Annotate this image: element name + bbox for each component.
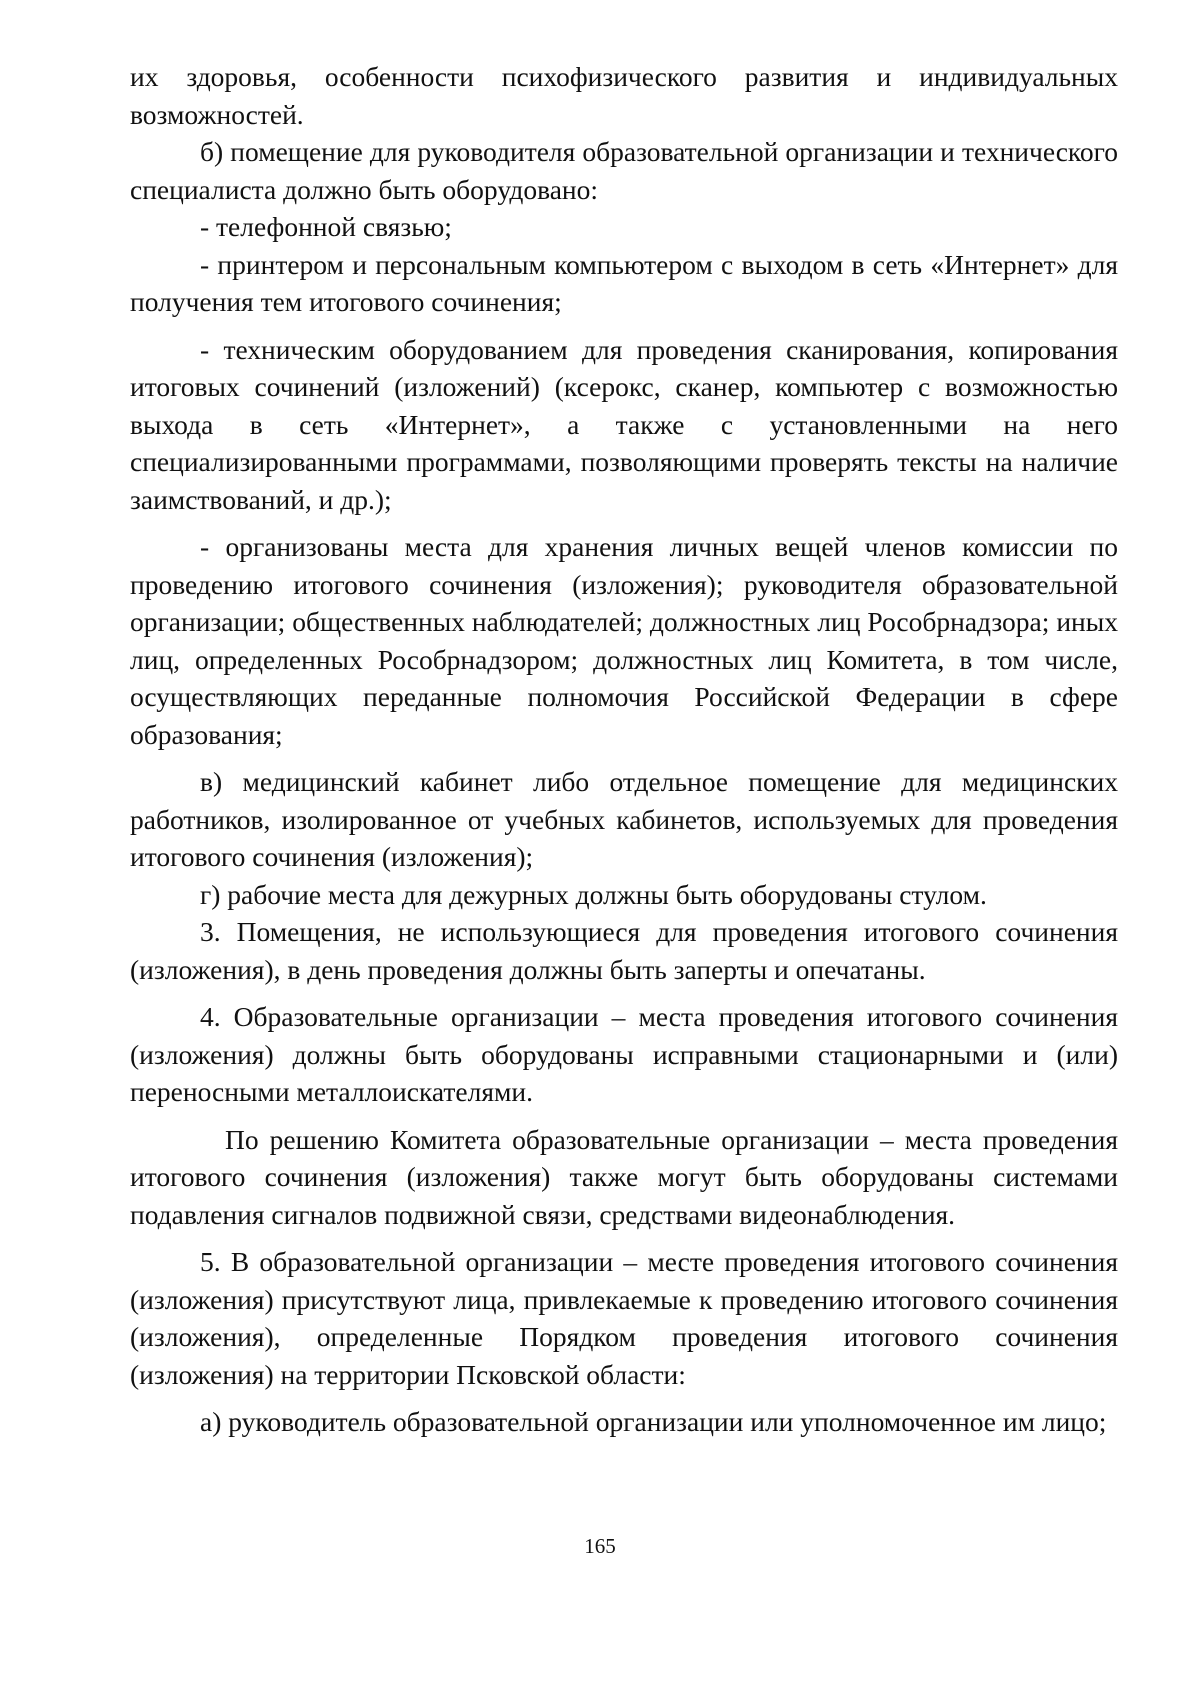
document-page: [130, 58, 1118, 1441]
page-number: 165: [584, 1534, 616, 1558]
paragraph-v-medical-room: в) медицинский кабинет либо отдельное помещение для медицинских работников, изолированное от учебных кабинетов, используемых для проведения итогового сочинения (изложения);: [130, 766, 1118, 872]
paragraph-a-head: а) руководитель образовательной организации или уполномоченное им лицо;: [200, 1406, 1107, 1437]
list-item-storage-places: - организованы места для хранения личных вещей членов комиссии по проведению итогового сочинения (изложения); руководителя образовательной организации; общественных наблюдателей; должностных лиц Рособрнадзора; иных лиц, определенных Рособрнадзором; должностных лиц Комитета, в том числе, осуществляющих переданные полномочия Российской Федерации в сфере образования;: [130, 531, 1118, 750]
list-item-scanning-equipment: - техническим оборудованием для проведения сканирования, копирования итоговых сочинений (изложений) (ксерокс, сканер, компьютер с возможностью выхода в сеть «Интернет», а также с установленными на него специализированными программами, позволяющими проверять тексты на наличие заимствований, и др.);: [130, 333, 1118, 515]
paragraph-3-rooms: 3. Помещения, не использующиеся для проведения итогового сочинения (изложения), в день проведения должны быть заперты и опечатаны.: [130, 916, 1118, 985]
paragraph-b-room: б) помещение для руководителя образовательной организации и технического специалиста должно быть оборудовано:: [130, 136, 1118, 205]
paragraph-4-metal-detectors: 4. Образовательные организации – места проведения итогового сочинения (изложения) должны быть оборудованы исправными стационарными и (или) переносными металлоискателями.: [130, 1001, 1118, 1107]
list-item-printer: - принтером и персональным компьютером с выходом в сеть «Интернет» для получения тем итогового сочинения;: [130, 248, 1118, 317]
list-item-phone: - телефонной связью;: [200, 211, 452, 242]
paragraph-continuation: их здоровья, особенности психофизического развития и индивидуальных возможностей.: [130, 61, 1118, 130]
paragraph-committee-decision: По решению Комитета образовательные организации – места проведения итогового сочинения (изложения) также могут быть оборудованы системами подавления сигналов подвижной связи, средствами видеонаблюдения.: [130, 1123, 1118, 1230]
paragraph-g-workplaces: г) рабочие места для дежурных должны быть оборудованы стулом.: [200, 878, 987, 910]
paragraph-5-persons-present: 5. В образовательной организации – месте проведения итогового сочинения (изложения) присутствуют лица, привлекаемые к проведению итогового сочинения (изложения), определенные Порядком проведения итогового сочинения (изложения) на территории Псковской области:: [130, 1246, 1118, 1390]
